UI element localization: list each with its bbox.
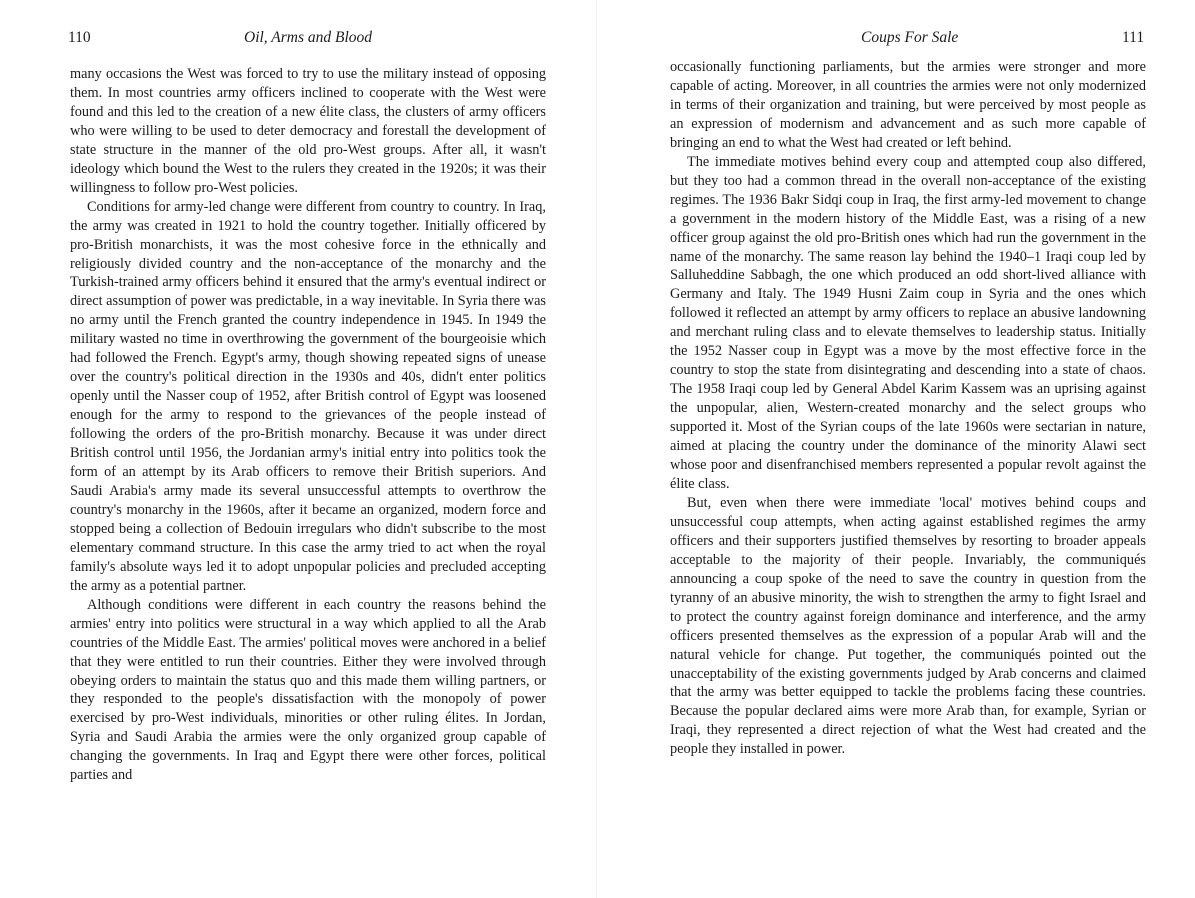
page-number: 110 [68,29,91,46]
running-title: Oil, Arms and Blood [244,29,373,46]
running-title: Coups For Sale [861,29,959,46]
paragraph: occasionally functioning parliaments, but the armies were stronger and more capable of acting. Moreover, in all countries the armies were not only modernized in terms of their organization and training, but were perceived by most people as an expression of modernism and advancement and as such more capable of bringing an end to what the West had created or left behind. [670,59,1146,151]
paragraph: Conditions for army-led change were different from country to country. In Iraq, the army was created in 1921 to hold the country together. Initially officered by pro-British monarchists, it was the most cohesive force in the ethnically and religiously divided country and the non-acceptance of the monarchy and the Turkish-trained army officers behind it ensured that the army's eventual indirect or direct assumption of power was predictable, in a way inevitable. In Syria there was no army until the French granted the country independence in 1945. In 1949 the military wasted no time in overthrowing the government of the bourgeoisie which had followed the French. Egypt's army, though showing repeated signs of unease over the country's political direction in the 1930s and 40s, didn't enter politics openly until the Nasser coup of 1952, after British control of Egypt was loosened enough for the army to respond to the grievances of the people instead of following the orders of the pro-British monarchy. Because it was under direct British control until 1956, the Jordanian army's initial entry into politics took the form of an attempt by its Arab officers to remove their British superiors. And Saudi Arabia's army made its several unsuccessful attempts to overthrow the country's monarchy in the 1960s, after it became an organized, modern force and stopped being a collection of Bedouin irregulars who didn't subscribe to the most elementary command structure. In this case the army tried to act when the royal family's absolute ways led it to adopt unpopular policies and precluded accepting the army as a potential partner. [70,198,546,594]
paragraph: The immediate motives behind every coup and attempted coup also differed, but they too had a common thread in the overall non-acceptance of the existing regimes. The 1936 Bakr Sidqi coup in Iraq, the first army-led movement to change a government in the modern history of the Middle East, was a rising of a new officer group against the old pro-British ones which had run the government in the name of the monarchy. The same reason lay behind the 1940–1 Iraqi coup led by Salluheddine Sabbagh, the one which produced an odd short-lived alliance with Germany and Italy. The 1949 Husni Zaim coup in Syria and the ones which followed it reflected an attempt by army officers to replace an abusive landowning and merchant ruling class and to elevate themselves to leadership status. Initially the 1952 Nasser coup in Egypt was a move by the most effective force in the country to stop the state from disintegrating and descending into a state of chaos. The 1958 Iraqi coup led by General Abdel Karim Kassem was an uprising against the unpopular, alien, Western-created monarchy and the select groups who supported it. Most of the Syrian coups of the late 1960s were sectarian in nature, aimed at placing the country under the dominance of the minority Alawi sect whose poor and disenfranchised members represented a popular revolt against the élite class. [670,153,1146,492]
left-page [0,0,597,898]
paragraph: Although conditions were different in each country the reasons behind the armies' entry into politics were structural in a way which applied to all the Arab countries of the Middle East. The armies' political moves were anchored in a belief that they were entitled to run their countries. Either they were involved through obeying orders to maintain the status quo and this made them willing partners, or they responded to the people's dissatisfaction with the monopoly of power exercised by pro-West individuals, minorities or other ruling élites. In Jordan, Syria and Saudi Arabia the armies were the only organized group capable of changing the governments. In Iraq and Egypt there were other forces, political parties and [70,596,546,784]
body-text [70,65,546,785]
paragraph: many occasions the West was forced to try to use the military instead of opposing them. In most countries army officers inclined to cooperate with the West were found and this led to the creation of a new élite class, the clusters of army officers who were willing to be used to deter democracy and forestall the development of state structure in the manner of the old pro-West groups. After all, it wasn't ideology which bound the West to the rulers they created in the 1920s; it was their willingness to follow pro-West policies. [70,66,546,196]
paragraph: But, even when there were immediate 'local' motives behind coups and unsuccessful coup attempts, when acting against established regimes the army officers and their supporters justified themselves by resorting to broader appeals acceptable to the majority of their people. Invariably, the communiqués announcing a coup spoke of the need to save the country in question from the tyranny of an abusive minority, the wish to strengthen the army to fight Israel and to protect the country against foreign dominance and interference, and the army officers presented themselves as the expression of a popular Arab will and the natural vehicle for change. Put together, the communiqués pointed out the unacceptability of the existing governments judged by Arab concerns and claimed that the army was better equipped to tackle the problems facing these countries. Because the popular declared aims were more Arab than, for example, Syrian or Iraqi, they represented a direct rejection of what the West had created and the people they installed in power. [670,494,1146,758]
body-text [670,58,1146,759]
right-page [597,0,1195,898]
page-number: 111 [1122,29,1145,46]
